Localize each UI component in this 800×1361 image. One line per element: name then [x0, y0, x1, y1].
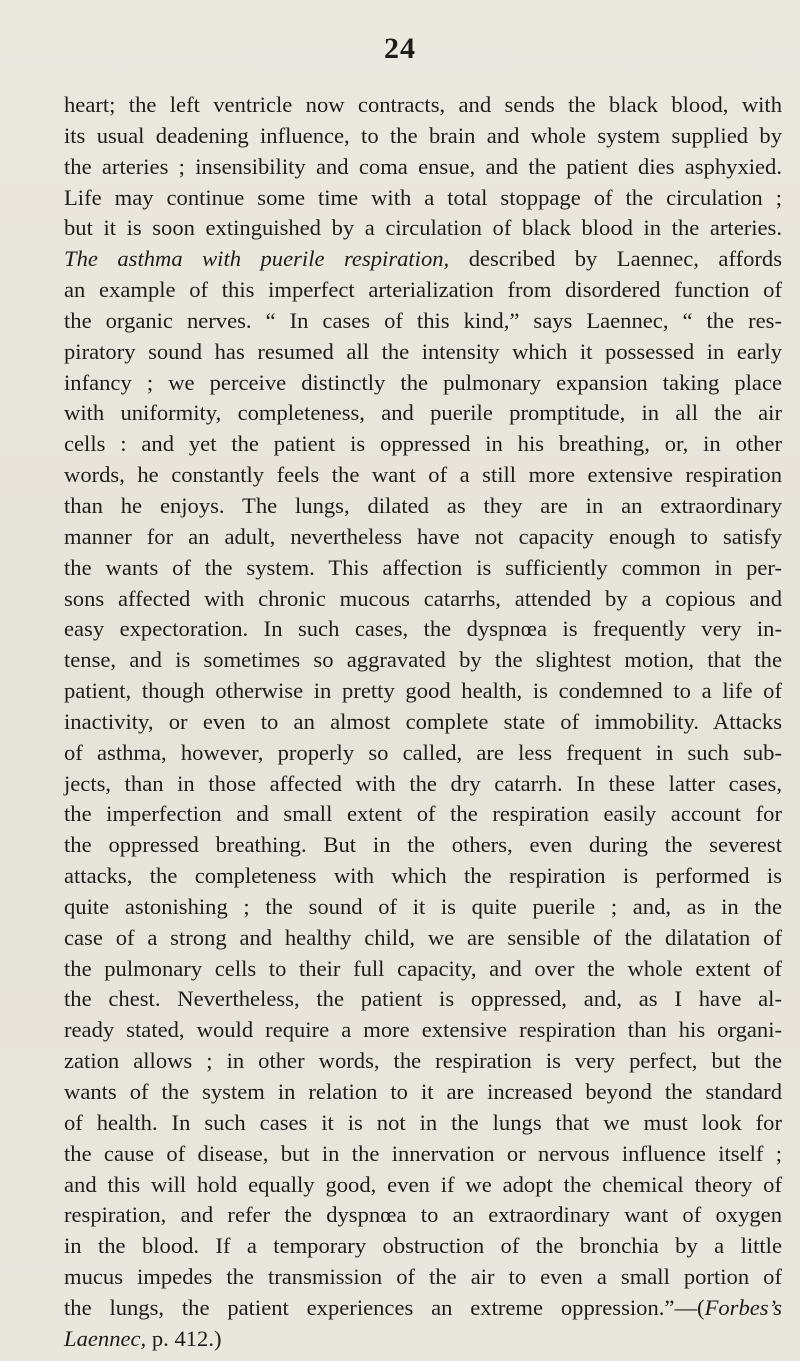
text-line	[64, 892, 782, 923]
italic-phrase: Laennec,	[64, 1325, 147, 1351]
line-text: sons affected with chronic mucous catarrhs, attended by a copious and	[64, 585, 782, 611]
text-line	[64, 275, 782, 306]
line-text: than he enjoys. The lungs, dilated as they are in an extraordinary	[64, 492, 782, 518]
line-text: ready stated, would require a more extensive respiration than his organi-	[64, 1017, 782, 1043]
text-line	[64, 954, 782, 985]
line-text: of health. In such cases it is not in the lungs that we must look for	[64, 1109, 782, 1135]
text-line	[64, 491, 782, 522]
text-line	[64, 460, 782, 491]
line-text: case of a strong and healthy child, we are sensible of the dilatation of	[64, 924, 782, 950]
line-text: the chest. Nevertheless, the patient is oppressed, and, as I have al-	[64, 986, 782, 1012]
text-line	[64, 1170, 782, 1201]
text-line	[64, 337, 782, 368]
text-line	[64, 244, 782, 275]
italic-phrase: The asthma with puerile respiration,	[64, 246, 450, 272]
text-line	[64, 861, 782, 892]
text-line	[64, 183, 782, 214]
line-text: infancy ; we perceive distinctly the pulmonary expansion taking place	[64, 369, 782, 395]
line-text: the oppressed breathing. But in the others, even during the severest	[64, 832, 782, 858]
italic-citation: Forbes’s	[704, 1294, 782, 1320]
line-text: an example of this imperfect arterialization from disordered function of	[64, 277, 782, 303]
text-line	[64, 429, 782, 460]
text-line	[64, 1015, 782, 1046]
line-text: its usual deadening influence, to the brain and whole system supplied by	[64, 122, 782, 148]
text-line	[64, 398, 782, 429]
text-line	[64, 1200, 782, 1231]
text-line	[64, 614, 782, 645]
line-text: respiration, and refer the dyspnœa to an extraordinary want of oxygen	[64, 1202, 782, 1228]
text-line	[64, 213, 782, 244]
text-line	[64, 522, 782, 553]
text-line	[64, 738, 782, 769]
text-line	[64, 645, 782, 676]
line-text: in the blood. If a temporary obstruction of the bronchia by a little	[64, 1233, 782, 1259]
text-line	[64, 830, 782, 861]
text-line	[64, 368, 782, 399]
line-text: the imperfection and small extent of the respiration easily account for	[64, 801, 782, 827]
line-text: attacks, the completeness with which the respiration is performed is	[64, 863, 782, 889]
line-text: and this will hold equally good, even if we adopt the chemical theory of	[64, 1171, 782, 1197]
line-text: piratory sound has resumed all the intensity which it possessed in early	[64, 338, 782, 364]
text-line	[64, 1231, 782, 1262]
line-text: quite astonishing ; the sound of it is quite puerile ; and, as in the	[64, 893, 782, 919]
text-line	[64, 799, 782, 830]
page-number: 24	[384, 32, 416, 65]
line-text: the arteries ; insensibility and coma ensue, and the patient dies asphyxied.	[64, 153, 782, 179]
text-line	[64, 1108, 782, 1139]
line-text: p. 412.)	[146, 1325, 222, 1351]
text-line	[64, 707, 782, 738]
text-line	[64, 676, 782, 707]
line-text: the pulmonary cells to their full capacity, and over the whole extent of	[64, 955, 782, 981]
text-line	[64, 553, 782, 584]
line-text: cells : and yet the patient is oppressed in his breathing, or, in other	[64, 431, 782, 457]
text-line	[64, 90, 782, 121]
text-line	[64, 1324, 782, 1355]
text-line	[64, 121, 782, 152]
text-line	[64, 984, 782, 1015]
text-line	[64, 1077, 782, 1108]
line-text: tense, and is sometimes so aggravated by the slightest motion, that the	[64, 647, 782, 673]
text-line	[64, 1293, 782, 1324]
line-text: Life may continue some time with a total stoppage of the circulation ;	[64, 184, 782, 210]
text-line	[64, 1139, 782, 1170]
body-text	[64, 90, 782, 1355]
text-line	[64, 306, 782, 337]
line-text: described by Laennec, affords	[449, 246, 782, 272]
line-text: inactivity, or even to an almost complete state of immobility. Attacks	[64, 708, 782, 734]
text-line	[64, 152, 782, 183]
line-text: the cause of disease, but in the innervation or nervous influence itself ;	[64, 1140, 782, 1166]
line-text: but it is soon extinguished by a circulation of black blood in the arteries.	[64, 215, 782, 241]
line-text: words, he constantly feels the want of a still more extensive respiration	[64, 462, 782, 488]
line-text: mucus impedes the transmission of the air to even a small portion of	[64, 1264, 782, 1290]
line-text: zation allows ; in other words, the respiration is very perfect, but the	[64, 1048, 782, 1074]
line-text: heart; the left ventricle now contracts, and sends the black blood, with	[64, 92, 782, 117]
line-text: with uniformity, completeness, and puerile promptitude, in all the air	[64, 400, 782, 426]
line-text: manner for an adult, nevertheless have not capacity enough to satisfy	[64, 523, 782, 549]
text-line	[64, 584, 782, 615]
text-line	[64, 1046, 782, 1077]
line-text: wants of the system in relation to it are increased beyond the standard	[64, 1079, 782, 1104]
line-text: the wants of the system. This affection is sufficiently common in per-	[64, 554, 782, 580]
line-text: easy expectoration. In such cases, the dyspnœa is frequently very in-	[64, 616, 782, 642]
line-text: of asthma, however, properly so called, are less frequent in such sub-	[64, 739, 782, 765]
line-text: the organic nerves. “ In cases of this kind,” says Laennec, “ the res-	[64, 307, 782, 333]
text-line	[64, 1262, 782, 1293]
line-text: patient, though otherwise in pretty good health, is condemned to a life of	[64, 678, 782, 704]
line-text: jects, than in those affected with the dry catarrh. In these latter cases,	[64, 770, 782, 796]
text-line	[64, 923, 782, 954]
line-text: the lungs, the patient experiences an extreme oppression.”—(	[64, 1294, 705, 1320]
text-line	[64, 769, 782, 800]
